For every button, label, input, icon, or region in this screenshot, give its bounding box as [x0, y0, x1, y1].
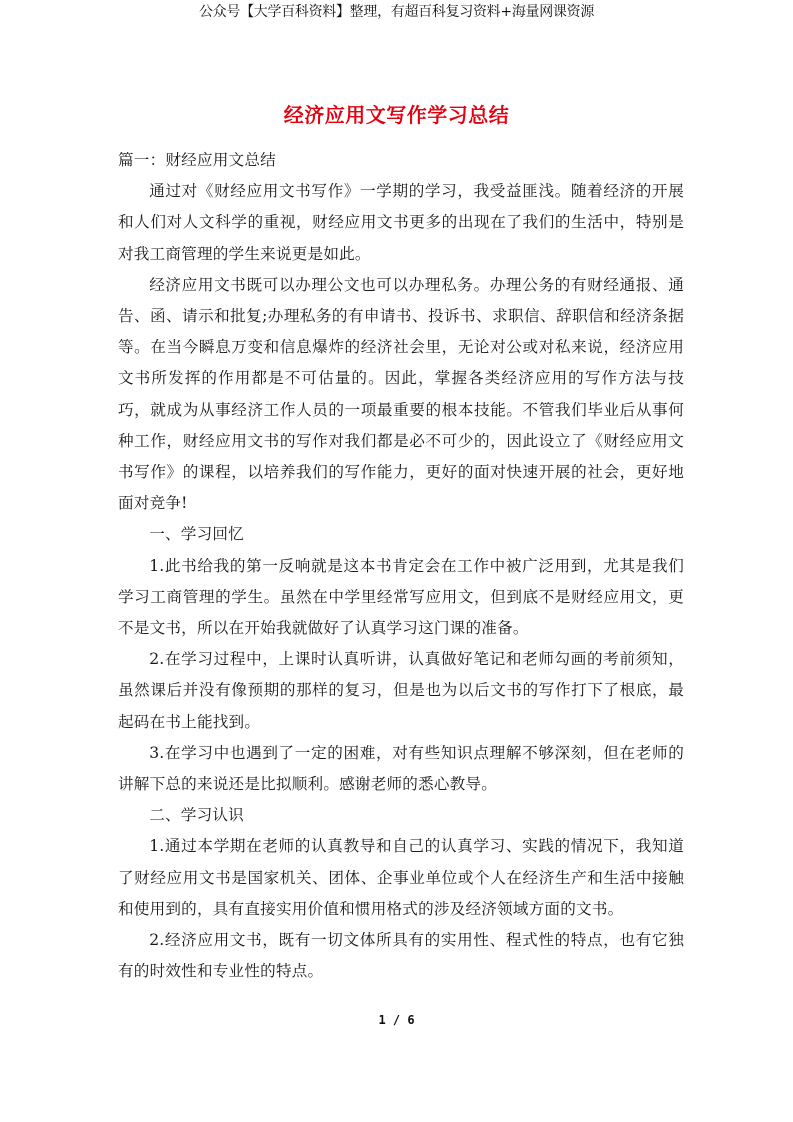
- body-paragraph: 1.通过本学期在老师的认真教导和自己的认真学习、实践的情况下，我知道了财经应用文书是国家机关、团体、企事业单位或个人在经济生产和生活中接触和使用到的，具有直接实用价值和惯用格式的涉及经济领域方面的文书。: [118, 837, 684, 918]
- body-paragraph: 通过对《财经应用文书写作》一学期的学习，我受益匪浅。随着经济的开展和人们对人文科学的重视，财经应用文书更多的出现在了我们的生活中，特别是对我工商管理的学生来说更是如此。: [118, 182, 684, 263]
- subheading-study-understanding: 二、学习认识: [149, 806, 244, 825]
- section-heading-part-one: 篇一：财经应用文总结: [118, 151, 276, 169]
- page-number: 1 / 6: [378, 1013, 415, 1027]
- body-paragraph: 2.在学习过程中，上课时认真听讲，认真做好笔记和老师勾画的考前须知，虽然课后并没有像预期的那样的复习，但是也为以后文书的写作打下了根底，最起码在书上能找到。: [118, 650, 684, 731]
- body-paragraph: 3.在学习中也遇到了一定的困难，对有些知识点理解不够深刻，但在老师的讲解下总的来说还是比拟顺利。感谢老师的悉心教导。: [118, 743, 684, 794]
- document-title: 经济应用文写作学习总结: [283, 103, 510, 127]
- body-paragraph: 2.经济应用文书，既有一切文体所具有的实用性、程式性的特点，也有它独有的时效性和专业性的特点。: [118, 931, 684, 981]
- page-header-banner: 公众号【大学百科资料】整理，有超百科复习资料+海量网课资源: [198, 4, 595, 20]
- document-body: [118, 145, 684, 987]
- body-paragraph: 经济应用文书既可以办理公文也可以办理私务。办理公务的有财经通报、通告、函、请示和批复;办理私务的有申请书、投诉书、求职信、辞职信和经济条据等。在当今瞬息万变和信息爆炸的经济社会里，无论对公或对私来说，经济应用文书所发挥的作用都是不可估量的。因此，掌握各类经济应用的写作方法与技巧，就成为从事经济工作人员的一项最重要的根本技能。不管我们毕业后从事何种工作，财经应用文书的写作对我们都是必不可少的，因此设立了《财经应用文书写作》的课程，以培养我们的写作能力，更好的面对快速开展的社会，更好地面对竞争!: [118, 275, 684, 513]
- body-paragraph: 1.此书给我的第一反响就是这本书肯定会在工作中被广泛用到，尤其是我们学习工商管理的学生。虽然在中学里经常写应用文，但到底不是财经应用文，更不是文书，所以在开始我就做好了认真学习这门课的准备。: [118, 556, 684, 638]
- subheading-study-review: 一、学习回忆: [149, 525, 244, 544]
